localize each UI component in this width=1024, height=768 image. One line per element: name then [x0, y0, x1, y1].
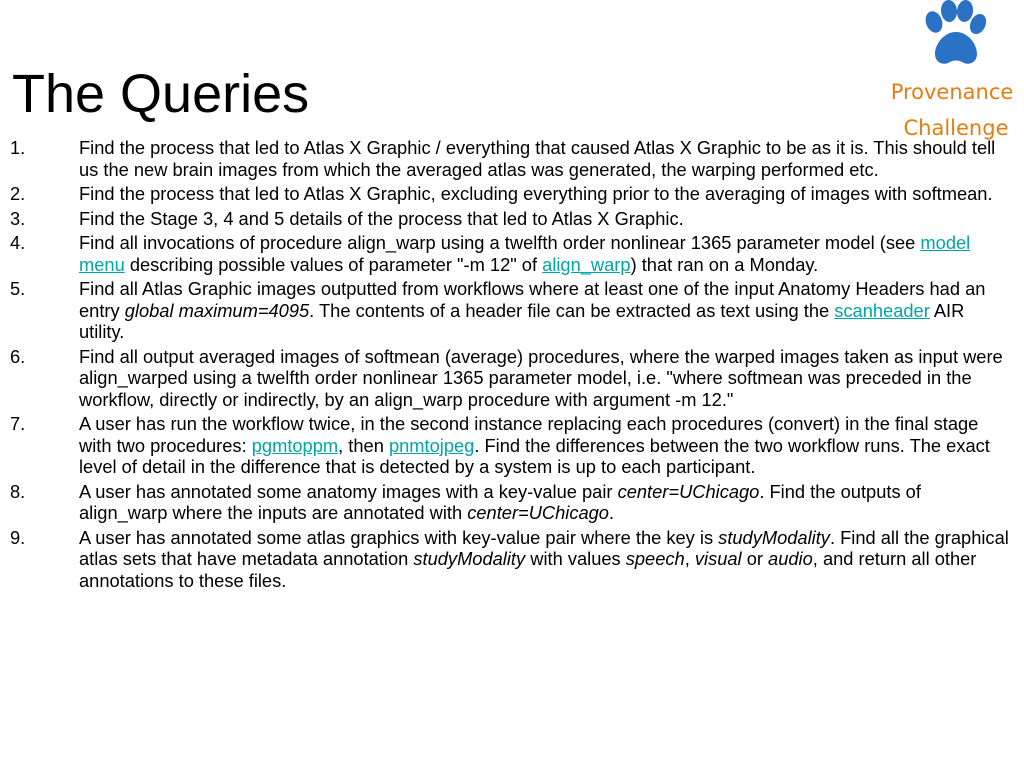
query-number: 4.: [10, 232, 26, 253]
query-number: 8.: [10, 480, 26, 502]
query-text-run: describing possible values of parameter "-m 12" of: [124, 253, 543, 275]
query-number: 9.: [10, 526, 26, 548]
query-text-run: ,: [684, 548, 695, 569]
provenance-challenge-logo: [880, 0, 1024, 145]
italic-text: center=UChicago: [467, 502, 609, 523]
query-text-run: , then: [338, 434, 389, 456]
query-number: 3.: [10, 207, 26, 229]
italic-text: studyModality: [413, 548, 526, 569]
slide-title: The Queries: [12, 64, 310, 124]
italic-text: audio: [768, 548, 813, 569]
query-text-run: or: [741, 548, 769, 569]
link-align-warp[interactable]: align_warp: [542, 253, 631, 275]
query-item: [10, 137, 1014, 180]
query-text-run: ) that ran on a Monday.: [630, 253, 819, 275]
logo-text-challenge: Challenge: [903, 116, 1009, 140]
query-item: [10, 183, 1014, 205]
italic-text: visual: [694, 548, 742, 569]
italic-text: studyModality: [718, 526, 830, 548]
query-text-run: with values: [525, 548, 626, 569]
query-number: 6.: [10, 345, 26, 367]
link-model-menu[interactable]: model menu: [79, 232, 971, 275]
link-pgmtoppm[interactable]: pgmtoppm: [251, 434, 339, 456]
query-item: [10, 481, 1014, 524]
link-pnmtojpeg[interactable]: pnmtojpeg: [388, 434, 475, 456]
query-item: [10, 346, 1014, 411]
query-text: [79, 278, 1014, 343]
query-text: [79, 413, 1014, 478]
query-item: [10, 232, 1014, 275]
link-scanheader[interactable]: scanheader: [834, 299, 930, 321]
query-text-run: . Find the differences between the two workflow runs. The exact level of detail in the difference that is detected by a system is up to each participant.: [79, 434, 990, 477]
query-text: [79, 137, 1014, 180]
query-text-run: Find the process that led to Atlas X Graphic / everything that caused Atlas X Graphic to be as it is. This should tell us the new brain images from which the averaged atlas was generated, the warping performed etc.: [79, 137, 996, 180]
query-item: [10, 527, 1014, 592]
query-text-run: . Find all the graphical atlas sets that have metadata annotation: [79, 526, 1009, 569]
query-text-run: , and return all other annotations to these files.: [79, 548, 977, 591]
query-text: [79, 346, 1014, 411]
query-number: 5.: [10, 278, 26, 299]
query-text-run: Find the process that led to Atlas X Graphic, excluding everything prior to the averaging of images with softmean.: [79, 183, 993, 204]
query-number: 1.: [10, 137, 26, 158]
query-text-run: AIR utility.: [79, 299, 965, 342]
query-number: 7.: [10, 413, 26, 434]
query-text-run: A user has annotated some atlas graphics with key-value pair where the key is: [79, 526, 719, 548]
query-item: [10, 208, 1014, 230]
query-text: [79, 208, 1014, 230]
italic-text: global maximum=4095: [124, 299, 310, 321]
logo-text-provenance: Provenance: [890, 80, 1014, 104]
query-text: [79, 232, 1014, 275]
query-text-run: Find the Stage 3, 4 and 5 details of the process that led to Atlas X Graphic.: [79, 207, 684, 229]
query-text-run: Find all invocations of procedure align_warp using a twelfth order nonlinear 1365 parameter model (see: [79, 232, 921, 253]
query-text-run: . The contents of a header file can be extracted as text using the: [309, 299, 835, 321]
query-text-run: . Find the outputs of align_warp where the inputs are annotated with: [79, 480, 921, 523]
query-text: [79, 481, 1014, 524]
italic-text: speech: [625, 548, 685, 569]
italic-text: center=UChicago: [617, 480, 760, 502]
query-text-run: Find all output averaged images of softmean (average) procedures, where the warped images taken as input were align_warped using a twelfth order nonlinear 1365 parameter model, i.e. "where softmean was preceded in the workflow, directly or indirectly, by an align_warp procedure with argument -m 12.": [79, 345, 1003, 410]
query-text-run: Find all Atlas Graphic images outputted from workflows where at least one of the input Anatomy Headers had an entry: [79, 278, 986, 321]
query-text-run: .: [608, 502, 615, 523]
paw-icon: [920, 0, 988, 70]
query-text-run: A user has annotated some anatomy images with a key-value pair: [79, 480, 618, 502]
query-number: 2.: [10, 183, 26, 204]
query-item: [10, 413, 1014, 478]
query-list: [10, 137, 1014, 594]
query-text: [79, 527, 1014, 592]
query-text-run: A user has run the workflow twice, in the second instance replacing each procedures (convert) in the final stage with two procedures:: [79, 413, 979, 456]
query-text: [79, 183, 1014, 205]
query-item: [10, 278, 1014, 343]
